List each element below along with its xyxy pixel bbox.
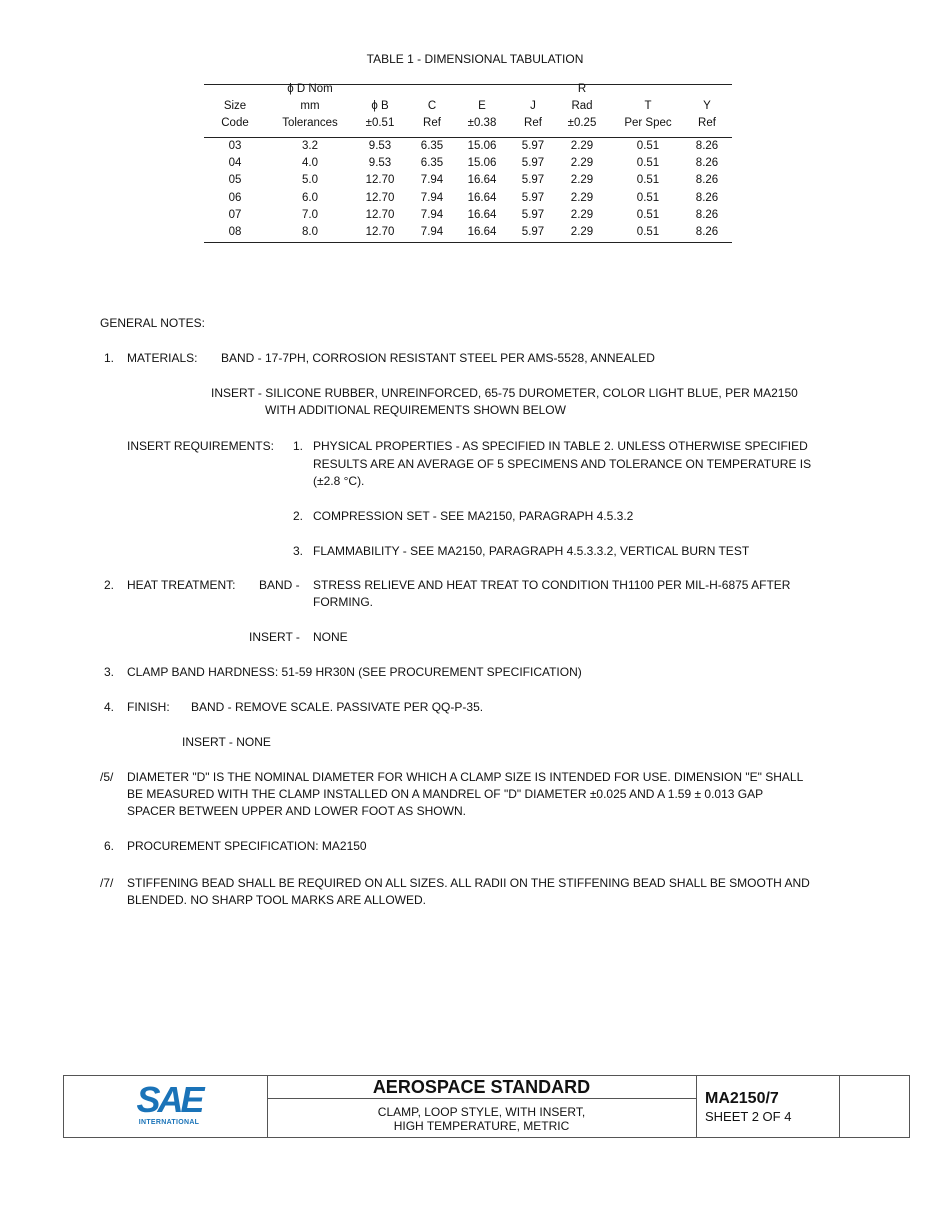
req-3-text: FLAMMABILITY - SEE MA2150, PARAGRAPH 4.5.3.3.2, VERTICAL BURN TEST <box>313 544 750 558</box>
table-cell: 03 <box>228 140 242 152</box>
column-header: Ref <box>698 117 716 129</box>
table-cell: 2.29 <box>570 174 594 187</box>
note-6-number: 6. <box>104 839 115 853</box>
table-cell: 8.26 <box>695 226 719 238</box>
note-6-text: PROCUREMENT SPECIFICATION: MA2150 <box>127 839 367 853</box>
req-1-line-1: PHYSICAL PROPERTIES - AS SPECIFIED IN TABLE 2. UNLESS OTHERWISE SPECIFIED <box>313 439 808 453</box>
table-cell: 6.35 <box>420 157 444 170</box>
table-cell: 5.97 <box>521 140 545 152</box>
note-2-band-line-1: STRESS RELIEVE AND HEAT TREAT TO CONDITION TH1100 PER MIL-H-6875 AFTER <box>313 578 791 592</box>
table-cell: 12.70 <box>365 174 395 187</box>
sheet-number: SHEET 2 OF 4 <box>705 1109 792 1124</box>
table-cell: 5.97 <box>521 208 545 221</box>
column-header: J <box>530 100 536 112</box>
req-2-number: 2. <box>293 509 304 523</box>
req-1-line-2: RESULTS ARE AN AVERAGE OF 5 SPECIMENS AND TOLERANCE ON TEMPERATURE IS <box>313 457 812 471</box>
table-cell: 08 <box>228 226 242 238</box>
title-block-divider <box>839 1076 840 1137</box>
title-block-divider <box>696 1076 697 1137</box>
note-2-band-label: BAND - <box>259 578 300 592</box>
note-4-insert: INSERT - NONE <box>182 735 271 749</box>
column-header: Per Spec <box>624 117 672 129</box>
table-cell: 4.0 <box>302 157 318 170</box>
table-cell: 5.97 <box>521 226 545 238</box>
note-1-number: 1. <box>104 351 115 365</box>
table-cell: 04 <box>228 157 242 170</box>
column-header: Ref <box>423 117 441 129</box>
table-cell: 7.94 <box>420 208 444 221</box>
table-cell: 8.26 <box>695 140 719 152</box>
note-7-line-1: STIFFENING BEAD SHALL BE REQUIRED ON ALL SIZES. ALL RADII ON THE STIFFENING BEAD SHALL BE SMOOTH AND <box>127 876 810 890</box>
table-cell: 0.51 <box>636 140 660 152</box>
note-2-label: HEAT TREATMENT: <box>127 578 236 592</box>
table-header-rule <box>204 137 732 138</box>
column-header: mm <box>300 100 320 112</box>
part-description-line-2: HIGH TEMPERATURE, METRIC <box>393 1119 570 1133</box>
sae-logo-sub: INTERNATIONAL <box>138 1119 200 1126</box>
note-2-number: 2. <box>104 578 115 592</box>
table-cell: 15.06 <box>467 157 497 170</box>
column-header: Code <box>221 117 249 129</box>
standard-title: AEROSPACE STANDARD <box>372 1077 591 1097</box>
table-cell: 5.97 <box>521 157 545 170</box>
note-4-number: 4. <box>104 700 115 714</box>
table-cell: 06 <box>228 191 242 204</box>
column-header: Y <box>703 100 711 112</box>
table-cell: 16.64 <box>467 226 497 238</box>
table-cell: 7.94 <box>420 174 444 187</box>
note-5-line-3: SPACER BETWEEN UPPER AND LOWER FOOT AS SHOWN. <box>127 804 466 818</box>
note-1-label: MATERIALS: <box>127 351 198 365</box>
note-5-number: /5/ <box>100 770 114 784</box>
note-3-number: 3. <box>104 665 115 679</box>
table-cell: 16.64 <box>467 208 497 221</box>
note-4-band: BAND - REMOVE SCALE. PASSIVATE PER QQ-P-35. <box>191 700 484 714</box>
column-header: ±0.25 <box>567 117 597 129</box>
req-3-number: 3. <box>293 544 304 558</box>
note-3-text: CLAMP BAND HARDNESS: 51-59 HR30N (SEE PROCUREMENT SPECIFICATION) <box>127 665 582 679</box>
table-cell: 0.51 <box>636 157 660 170</box>
general-notes-heading: GENERAL NOTES: <box>100 316 205 330</box>
req-1-line-3: (±2.8 °C). <box>313 474 365 488</box>
part-description-line-1: CLAMP, LOOP STYLE, WITH INSERT, <box>377 1105 586 1119</box>
table-cell: 0.51 <box>636 191 660 204</box>
table-cell: 12.70 <box>365 208 395 221</box>
table-cell: 5.97 <box>521 191 545 204</box>
table-cell: 2.29 <box>570 226 594 238</box>
table-cell: 7.94 <box>420 226 444 238</box>
note-7-line-2: BLENDED. NO SHARP TOOL MARKS ARE ALLOWED. <box>127 893 426 907</box>
table-cell: 9.53 <box>368 157 392 170</box>
column-header: ϕ D Nom <box>287 83 333 95</box>
title-block <box>63 1075 910 1138</box>
table-cell: 2.29 <box>570 157 594 170</box>
document-number: MA2150/7 <box>705 1090 779 1107</box>
table-cell: 2.29 <box>570 208 594 221</box>
note-1-insert-cont: WITH ADDITIONAL REQUIREMENTS SHOWN BELOW <box>265 403 566 417</box>
column-header: C <box>427 100 437 112</box>
column-header: Rad <box>571 100 593 112</box>
table-cell: 0.51 <box>636 208 660 221</box>
column-header: E <box>478 100 486 112</box>
column-header: T <box>644 100 652 112</box>
table-cell: 7.94 <box>420 191 444 204</box>
note-5-line-1: DIAMETER "D" IS THE NOMINAL DIAMETER FOR WHICH A CLAMP SIZE IS INTENDED FOR USE. DIMENSION "E" SHALL <box>127 770 804 784</box>
table-cell: 05 <box>228 174 242 187</box>
table-cell: 15.06 <box>467 140 497 152</box>
table-cell: 9.53 <box>368 140 392 152</box>
column-header: ϕ B <box>371 100 389 112</box>
column-header: R <box>577 83 587 95</box>
table-caption: TABLE 1 - DIMENSIONAL TABULATION <box>366 52 584 66</box>
note-7-number: /7/ <box>100 876 114 890</box>
table-cell: 3.2 <box>302 140 318 152</box>
note-5-line-2: BE MEASURED WITH THE CLAMP INSTALLED ON A MANDREL OF "D" DIAMETER ±0.025 AND A 1.59 ± 0.013 GAP <box>127 787 764 801</box>
table-cell: 5.97 <box>521 174 545 187</box>
table-cell: 2.29 <box>570 140 594 152</box>
table-cell: 2.29 <box>570 191 594 204</box>
table-cell: 07 <box>228 208 242 221</box>
table-cell: 8.26 <box>695 191 719 204</box>
column-header: Size <box>223 100 247 112</box>
table-cell: 16.64 <box>467 174 497 187</box>
title-block-rule <box>267 1098 696 1099</box>
note-1-insert: INSERT - SILICONE RUBBER, UNREINFORCED, 65-75 DUROMETER, COLOR LIGHT BLUE, PER MA2150 <box>211 386 798 400</box>
note-2-insert-label: INSERT - <box>249 630 300 644</box>
req-2-text: COMPRESSION SET - SEE MA2150, PARAGRAPH 4.5.3.2 <box>313 509 634 523</box>
table-cell: 12.70 <box>365 226 395 238</box>
column-header: ±0.38 <box>467 117 497 129</box>
note-1-band: BAND - 17-7PH, CORROSION RESISTANT STEEL PER AMS-5528, ANNEALED <box>221 351 655 365</box>
note-2-band-line-2: FORMING. <box>313 595 373 609</box>
table-cell: 8.26 <box>695 174 719 187</box>
table-bottom-rule <box>204 242 732 243</box>
table-cell: 7.0 <box>302 208 318 221</box>
table-cell: 12.70 <box>365 191 395 204</box>
table-cell: 8.0 <box>302 226 318 238</box>
req-1-number: 1. <box>293 439 304 453</box>
table-cell: 0.51 <box>636 226 660 238</box>
table-cell: 8.26 <box>695 208 719 221</box>
table-cell: 16.64 <box>467 191 497 204</box>
table-cell: 5.0 <box>302 174 318 187</box>
table-cell: 6.0 <box>302 191 318 204</box>
sae-logo-mark: SAE <box>136 1079 202 1120</box>
column-header: Ref <box>524 117 542 129</box>
insert-requirements-label: INSERT REQUIREMENTS: <box>127 439 274 453</box>
note-2-insert-value: NONE <box>313 630 348 644</box>
table-cell: 0.51 <box>636 174 660 187</box>
sae-logo <box>126 1079 212 1132</box>
table-cell: 8.26 <box>695 157 719 170</box>
column-header: Tolerances <box>282 117 338 129</box>
column-header: ±0.51 <box>365 117 395 129</box>
note-4-label: FINISH: <box>127 700 170 714</box>
table-cell: 6.35 <box>420 140 444 152</box>
